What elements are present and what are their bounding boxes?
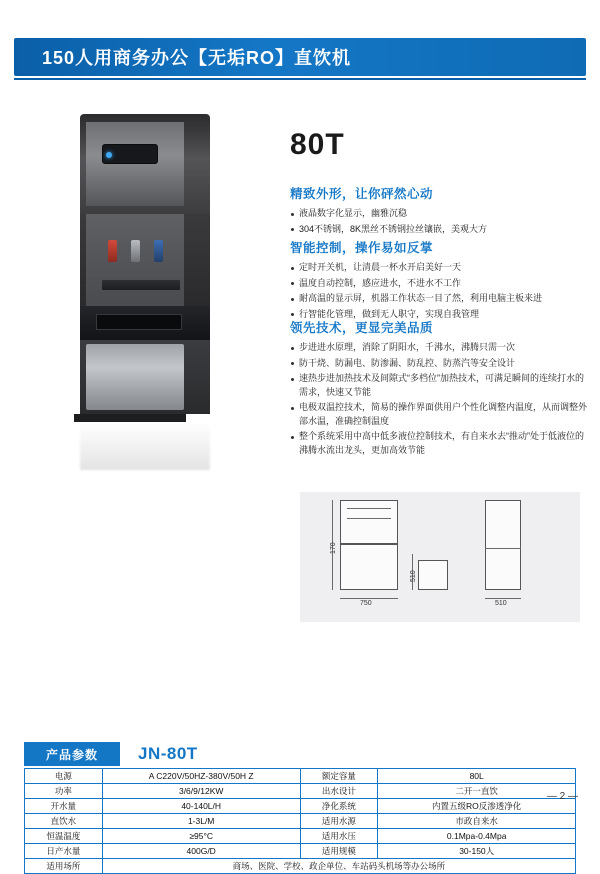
drip-tray (102, 280, 180, 290)
middle-height-label: 510 (410, 570, 417, 582)
dispenser-base (74, 414, 186, 422)
spec-value: 内置五级RO反渗透净化 (378, 799, 576, 814)
spec-key: 功率 (25, 784, 103, 799)
table-row (25, 784, 576, 799)
feature-item: 整个系统采用中高中低多液位控制技术，有自来水去“推动”处于低液位的沸腾水流出龙头，更加高效节能 (290, 430, 590, 457)
dispenser-lower-cabinet (80, 340, 210, 414)
dispenser-tap-face (86, 214, 184, 306)
front-view-top-box (340, 500, 398, 544)
side-width-dim-line (485, 598, 521, 599)
dispenser-top-face (86, 122, 184, 206)
feature-item: 温度自动控制，感应进水，不进水不工作 (290, 277, 590, 291)
table-row (25, 859, 576, 874)
dispenser-tap-section (80, 214, 210, 306)
feature-list (290, 341, 590, 457)
feature-item: 步进进水原理，消除了阴阳水，千沸水，沸腾只需一次 (290, 341, 590, 355)
dispenser-cabinet-door (86, 344, 184, 410)
spec-key: 适用规模 (300, 844, 378, 859)
spec-value: 80L (378, 769, 576, 784)
spec-value: ≥95°C (102, 829, 300, 844)
params-header (24, 742, 576, 766)
table-row (25, 844, 576, 859)
table-row (25, 829, 576, 844)
spec-key: 净化系统 (300, 799, 378, 814)
middle-view-box (418, 560, 448, 590)
front-width-dim-line (340, 598, 398, 599)
feature-item: 行智能化管理，做到无人职守，实现自我管理 (290, 308, 590, 322)
feature-heading: 智能控制，操作易如反掌 (290, 241, 434, 255)
dimension-drawing (300, 492, 580, 622)
spec-key: 恒温温度 (25, 829, 103, 844)
banner-title: 150人用商务办公【无垢RO】直饮机 (42, 48, 352, 68)
feature-block-design (290, 184, 590, 238)
feature-block-control (290, 238, 590, 323)
spec-key: 日产水量 (25, 844, 103, 859)
spec-key: 开水量 (25, 799, 103, 814)
spec-value: 0.1Mpa-0.4Mpa (378, 829, 576, 844)
table-row (25, 799, 576, 814)
front-view-detail-line (347, 518, 391, 519)
feature-item: 耐高温的显示屏，机器工作状态一目了然，利用电脑主板来进 (290, 292, 590, 306)
spec-value: 市政自来水 (378, 814, 576, 829)
warm-tap-icon (131, 240, 140, 262)
spec-key: 适用场所 (25, 859, 103, 874)
spec-value: 二开一直饮 (378, 784, 576, 799)
dispenser-control-strip (80, 306, 210, 340)
spec-value: A C220V/50HZ-380V/50H Z (102, 769, 300, 784)
feature-heading: 精致外形，让你砰然心动 (290, 187, 434, 201)
feature-item: 速热步进加热技术及间隙式“多档位”加热技术，可满足瞬间的连续打水的需求，快速又节能 (290, 372, 590, 399)
feature-item: 电极双温控技术，简易的操作界面供用户个性化调整内温度，从而调整外部水温，准确控制温度 (290, 401, 590, 428)
product-photo (40, 100, 270, 470)
feature-item: 304不锈钢，8K黑丝不锈钢拉丝镶嵌，美观大方 (290, 223, 590, 237)
side-view-detail-line (485, 548, 521, 549)
feature-list (290, 207, 590, 236)
spec-key: 出水设计 (300, 784, 378, 799)
feature-list (290, 261, 590, 321)
specs-table (24, 768, 576, 874)
spec-value: 商场、医院、学校、政企单位、车站码头机场等办公场所 (102, 859, 575, 874)
params-badge: 产品参数 (24, 742, 120, 766)
dispenser-top-cabinet (80, 114, 210, 214)
feature-item: 定时开关机，让清晨一杯水开启美好一天 (290, 261, 590, 275)
feature-item: 液晶数字化显示，幽雅沉稳 (290, 207, 590, 221)
spec-value: 30-150人 (378, 844, 576, 859)
front-view-bottom-box (340, 544, 398, 590)
dispenser-lcd-screen (96, 314, 182, 330)
product-model-title: 80T (290, 128, 345, 161)
page-banner (14, 38, 586, 76)
side-view-box (485, 500, 521, 590)
dispenser-illustration (80, 114, 210, 414)
cold-tap-icon (154, 240, 163, 262)
spec-key: 电源 (25, 769, 103, 784)
spec-value: 3/6/9/12KW (102, 784, 300, 799)
spec-key: 适用水压 (300, 829, 378, 844)
page-number: — 2 — (546, 791, 578, 802)
dispenser-indicator-light (106, 152, 112, 158)
hot-tap-icon (108, 240, 117, 262)
spec-value: 400G/D (102, 844, 300, 859)
front-height-label: 170 (330, 542, 337, 554)
table-row (25, 769, 576, 784)
feature-heading: 领先技术，更显完美品质 (290, 321, 434, 335)
photo-reflection (80, 422, 210, 470)
side-width-label: 510 (495, 600, 507, 607)
params-model: JN-80T (138, 744, 198, 763)
front-width-label: 750 (360, 600, 372, 607)
feature-item: 防干烧、防漏电、防渗漏、防乱控、防蒸汽等安全设计 (290, 357, 590, 371)
spec-key: 额定容量 (300, 769, 378, 784)
spec-value: 1-3L/M (102, 814, 300, 829)
spec-value: 40-140L/H (102, 799, 300, 814)
feature-block-technology (290, 318, 590, 459)
spec-key: 适用水源 (300, 814, 378, 829)
front-view-detail-line (347, 508, 391, 509)
spec-key: 直饮水 (25, 814, 103, 829)
banner-underline (14, 78, 586, 80)
